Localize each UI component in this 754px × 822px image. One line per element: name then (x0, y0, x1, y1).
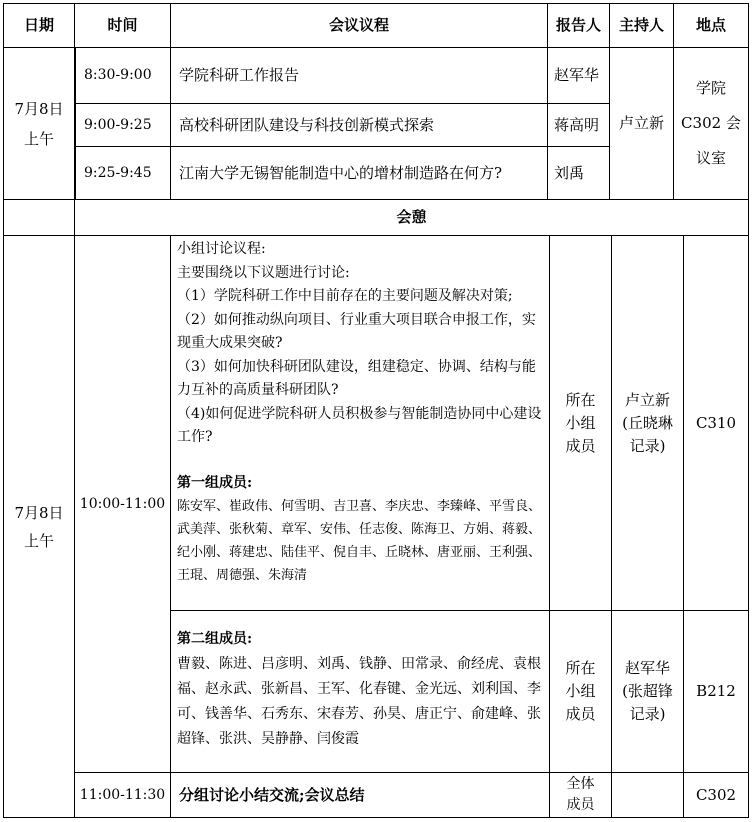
group1-location: C310 (695, 413, 737, 432)
topic-item-3: （3）如何加快科研团队建设，组建稳定、协调、结构与能力互补的高质量科研团队? (177, 358, 536, 398)
header-agenda: 会议议程 (328, 16, 389, 34)
header-host: 主持人 (618, 16, 664, 34)
morning-row-1-time: 8:30-9:00 (84, 67, 152, 83)
discussion-topics (171, 236, 549, 610)
group1-reporter: 所在 小组 成员 (565, 390, 596, 455)
morning-date: 7月8日 上午 (14, 99, 64, 148)
discussion-time: 10:00-11:00 (79, 495, 166, 512)
morning-row-2-agenda: 高校科研团队建设与科技创新模式探索 (179, 115, 435, 134)
morning-row-3-time: 9:25-9:45 (84, 164, 152, 181)
group2-reporter: 所在 小组 成员 (565, 659, 596, 723)
header-date: 日期 (23, 16, 54, 34)
morning-row-2-reporter: 蒋高明 (554, 115, 600, 134)
morning-row-1-reporter: 赵军华 (554, 66, 600, 84)
topics-title: 小组讨论议程: (177, 241, 266, 257)
morning-location: 学院 C302 会 议室 (681, 79, 741, 167)
morning-row-1-agenda: 学院科研工作报告 (179, 66, 300, 84)
group2-block (171, 627, 549, 772)
group1-members: 陈安军、崔政伟、何雪明、吉卫喜、李庆忠、李臻峰、平雪良、武美萍、张秋菊、章军、安伟、任志俊、陈海卫、方娟、蒋毅、纪小刚、蒋建忠、陆佳平、倪自丰、丘晓林、唐亚丽、王利强、王琨、周德强、朱海清 (177, 499, 542, 583)
summary-reporter: 全体 成员 (566, 776, 595, 813)
topic-item-2: （2）如何推动纵向项目、行业重大项目联合申报工作，实现重大成果突破? (177, 311, 536, 351)
morning-row-3-agenda: 江南大学无锡智能制造中心的增材制造路在何方? (179, 163, 503, 182)
group2-host: 赵军华 (张超锋 记录) (622, 659, 673, 723)
header-time: 时间 (107, 16, 138, 34)
group1-host: 卢立新 (丘晓琳 记录) (622, 390, 673, 455)
topic-item-1: （1）学院科研工作中目前存在的主要问题及解决对策; (177, 288, 513, 304)
group2-title: 第二组成员: (177, 631, 253, 647)
group2-members: 曹毅、陈进、吕彦明、刘禹、钱静、田常录、俞经虎、袁根福、赵永武、张新昌、王军、化春键、金光远、刘利国、李可、钱善华、石秀东、宋春芳、孙昊、唐正宁、俞建峰、张超锋、张洪、吴静静、闫俊霞 (177, 656, 541, 747)
discussion-date: 7月8日 上午 (14, 503, 64, 550)
morning-row-3-reporter: 刘禹 (554, 163, 585, 182)
morning-host: 卢立新 (618, 114, 664, 132)
topic-item-4: （4)如何促进学院科研人员积极参与智能制造协同中心建设工作? (177, 405, 542, 445)
summary-agenda: 分组讨论小结交流;会议总结 (179, 785, 365, 804)
topics-intro: 主要围绕以下议题进行讨论: (177, 264, 350, 281)
morning-row-2-time: 9:00-9:25 (84, 116, 152, 133)
summary-location: C302 (695, 785, 737, 804)
break-row: 会憩 (396, 208, 427, 226)
group1-title: 第一组成员: (177, 474, 253, 491)
group2-location: B212 (696, 682, 736, 700)
header-location: 地点 (695, 16, 726, 34)
summary-time: 11:00-11:30 (79, 786, 166, 803)
header-reporter: 报告人 (555, 16, 601, 34)
